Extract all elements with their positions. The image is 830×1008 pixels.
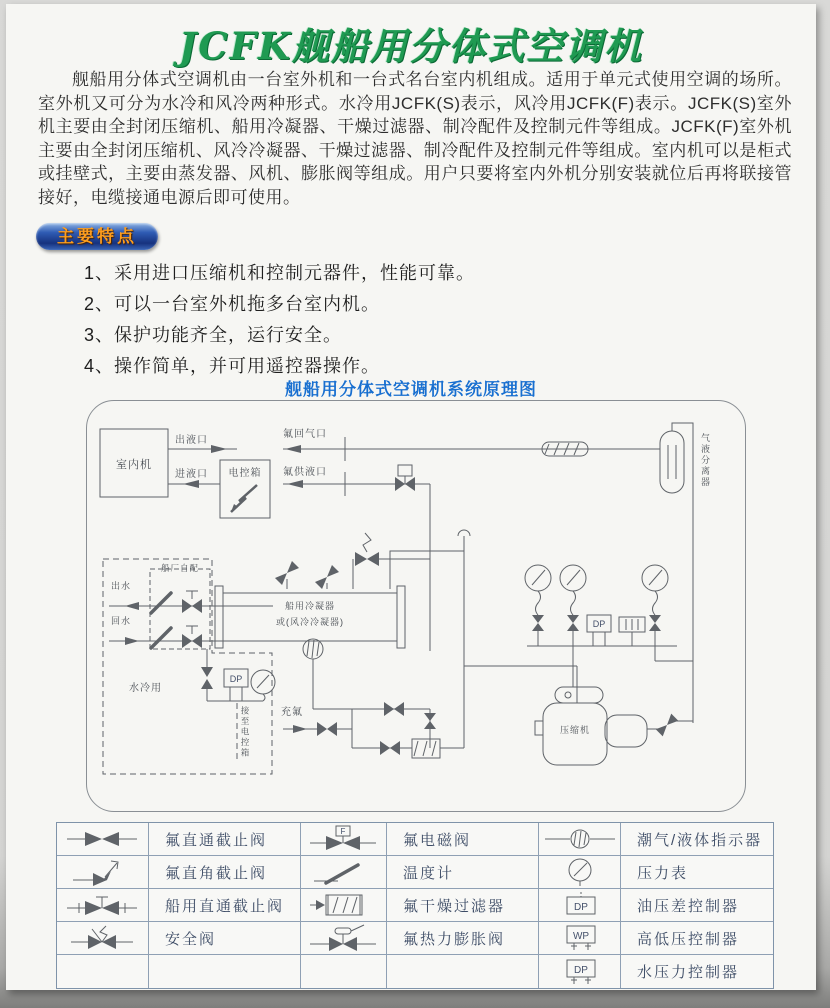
catalog-page <box>6 4 816 990</box>
control-box-label: 电控箱 <box>228 468 262 479</box>
legend-label: 氟干燥过滤器 <box>387 889 539 922</box>
angle-valve <box>656 714 679 737</box>
legend-symbol-empty <box>301 955 387 988</box>
legend-symbol-solenoid-valve <box>301 823 387 856</box>
gauge-manifold <box>525 565 693 687</box>
svg-text:DP: DP <box>229 674 243 684</box>
legend-label: 氟直通截止阀 <box>149 823 301 856</box>
legend-label: 氟热力膨胀阀 <box>387 922 539 955</box>
water-return-label: 回水 <box>111 616 132 626</box>
features-list <box>84 258 475 382</box>
liquid-circuit <box>313 666 464 758</box>
legend-symbol-thermometer <box>301 856 387 889</box>
svg-text:DP: DP <box>573 964 588 976</box>
feature-item: 2、可以一台室外机拖多台室内机。 <box>84 294 381 314</box>
gas-return-line <box>283 423 693 723</box>
feature-item: 4、操作简单，并可用遥控器操作。 <box>84 356 381 376</box>
legend-label <box>149 955 301 988</box>
legend-label <box>387 955 539 988</box>
solenoid-coil <box>398 465 412 476</box>
liquid-supply-label: 氟供液口 <box>283 467 327 478</box>
water-pressure-branch <box>201 649 275 701</box>
accumulator-label: 气液分离器 <box>700 433 710 488</box>
water-cooling-label: 水冷用 <box>129 683 162 694</box>
liquid-in-label: 进液口 <box>175 469 208 480</box>
legend-symbol-expansion-valve <box>301 922 387 955</box>
legend-symbol-empty <box>57 955 149 988</box>
svg-text:DP: DP <box>573 902 588 913</box>
features-badge: 主要特点 <box>36 223 158 250</box>
system-schematic <box>86 400 746 812</box>
charge-valve <box>283 722 352 736</box>
to-control-box-label: 接至电控箱 <box>240 706 250 759</box>
legend-symbol-drier-filter <box>301 889 387 922</box>
legend-label: 氟电磁阀 <box>387 823 539 856</box>
charge-fluorine-label: 充氟 <box>281 707 303 718</box>
legend-symbol-water-dp-controller <box>539 955 621 988</box>
legend-symbol-angle-stop-valve <box>57 856 149 889</box>
accumulator <box>660 431 684 493</box>
legend-symbol-wp-controller <box>539 922 621 955</box>
legend-label: 潮气/液体指示器 <box>621 823 773 856</box>
condenser-label-2: 或(风冷冷凝器) <box>276 617 344 627</box>
legend-label: 温度计 <box>387 856 539 889</box>
shipyard-supplied-label: 船厂自配 <box>161 563 200 573</box>
feature-item: 1、采用进口压缩机和控制元器件，性能可靠。 <box>84 263 476 283</box>
legend-label: 氟直角截止阀 <box>149 856 301 889</box>
legend-label: 压力表 <box>621 856 773 889</box>
legend-label: 油压差控制器 <box>621 889 773 922</box>
water-out-label: 出水 <box>111 581 132 591</box>
page-title: JCFK舰船用分体式空调机 <box>178 24 644 68</box>
legend-label: 高低压控制器 <box>621 922 773 955</box>
legend-symbol-oil-dp-controller <box>539 889 621 922</box>
gas-return-label: 氟回气口 <box>283 429 327 440</box>
svg-text:F: F <box>340 827 345 836</box>
sight-glass <box>303 639 323 709</box>
diagram-heading: 舰船用分体式空调机系统原理图 <box>285 380 537 399</box>
condenser-label-1: 船用冷凝器 <box>284 601 335 611</box>
legend-label: 船用直通截止阀 <box>149 889 301 922</box>
svg-text:DP: DP <box>592 619 606 629</box>
legend-symbol-pressure-gauge <box>539 856 621 889</box>
legend-symbol-safety-valve <box>57 922 149 955</box>
indoor-unit-label: 室内机 <box>116 459 152 471</box>
legend-symbol-straight-stop-valve <box>57 823 149 856</box>
compressor <box>535 666 659 765</box>
intro-paragraph: 舰船用分体式空调机由一台室外机和一台式名台室内机组成。适用于单元式使用空调的场所。室外机又可分为水冷和风冷两种形式。水冷用JCFK(S)表示，风冷用JCFK(F)表示。JCFK(S)室外机主要由全封闭压缩机、船用冷凝器、干燥过滤器、制冷配件及控制元件等组成。JCFK(F)室外机主要由全封闭压缩机、风冷冷凝器、干燥过滤器、制冷配件及控制元件等组成。室内机可以是柜式或挂壁式，主要由蒸发器、风机、膨胀阀等组成。用户只要将室内外机分别安装就位后再将联接管接好，电缆接通电源后即可使用。 <box>38 70 792 207</box>
legend-symbol-marine-straight-stop-valve <box>57 889 149 922</box>
legend-table <box>56 822 774 989</box>
legend-label: 安全阀 <box>149 922 301 955</box>
legend-label: 水压力控制器 <box>637 964 740 981</box>
svg-text:WP: WP <box>572 931 589 942</box>
compressor-label: 压缩机 <box>559 725 590 735</box>
schematic-linework <box>87 401 745 811</box>
liquid-out-label: 出液口 <box>175 435 208 446</box>
legend-symbol-sight-glass <box>539 823 621 856</box>
feature-item: 3、保护功能齐全，运行安全。 <box>84 325 343 345</box>
